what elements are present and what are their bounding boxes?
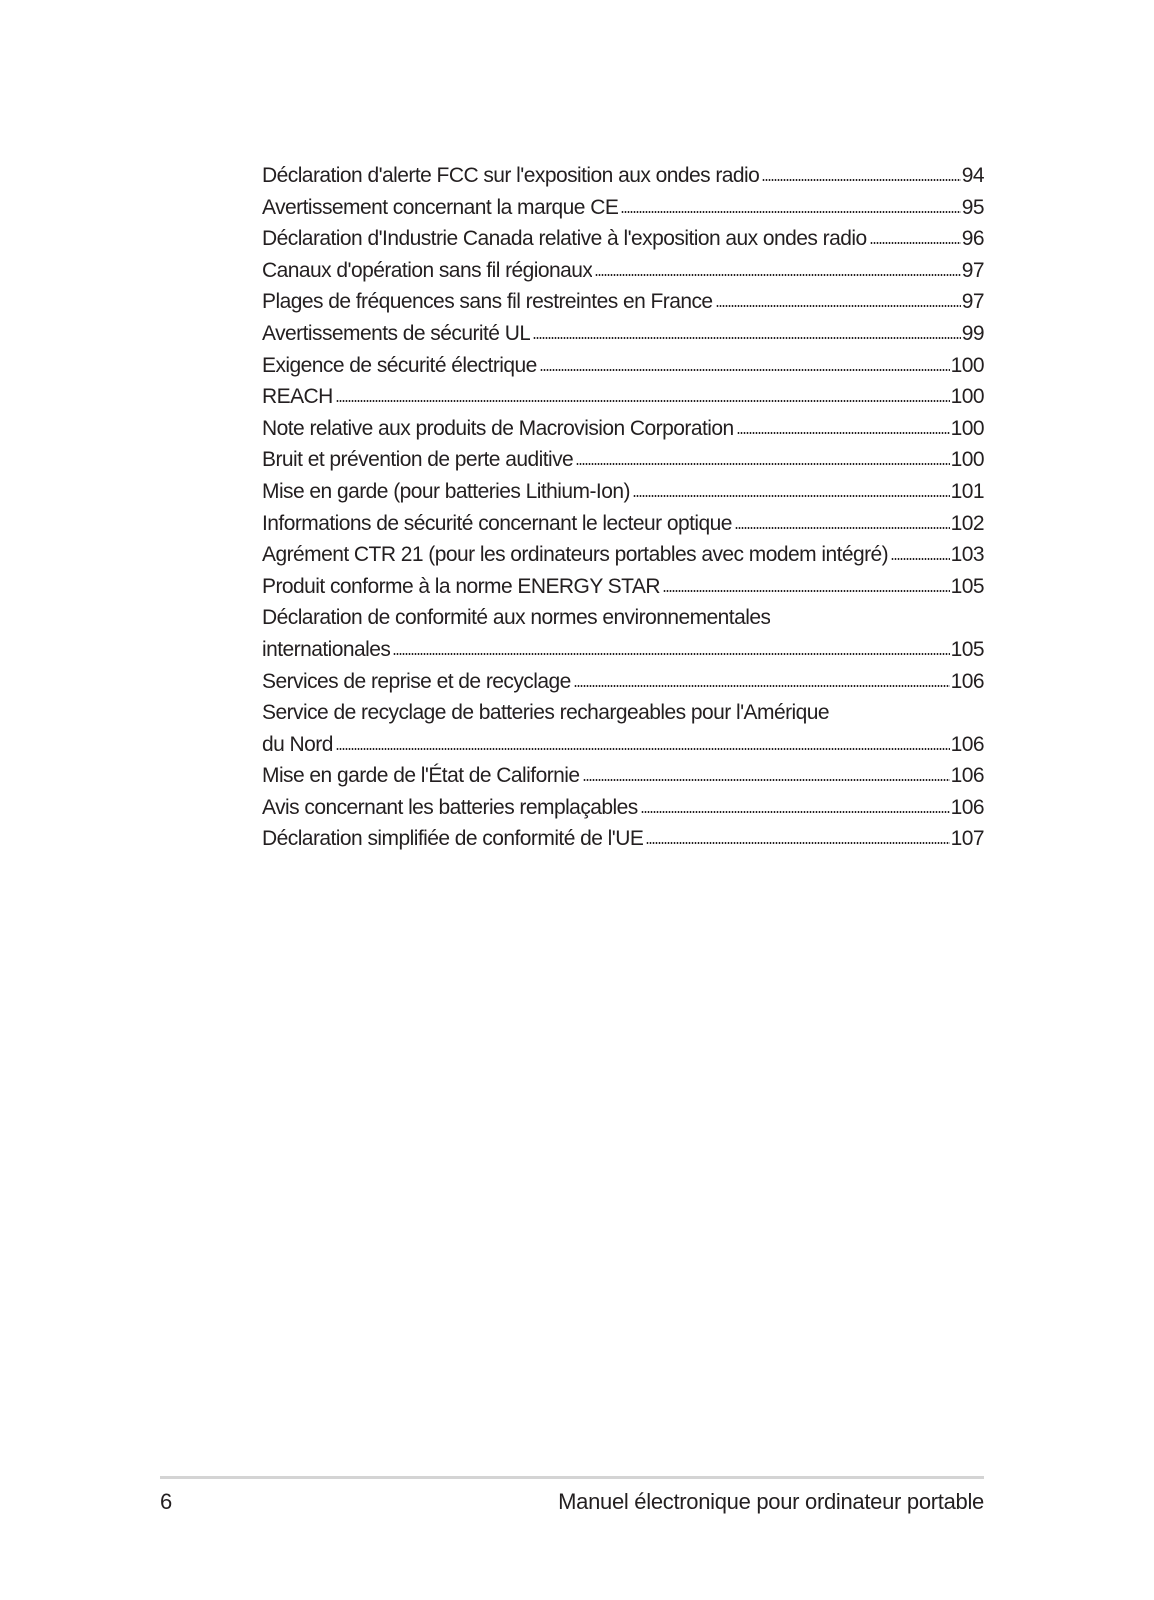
toc-entry-title: Canaux d'opération sans fil régionaux — [262, 258, 593, 282]
toc-entry-title: Avis concernant les batteries remplaçables — [262, 795, 638, 819]
toc-dot-leader — [737, 432, 950, 434]
footer-manual-title: Manuel électronique pour ordinateur portable — [558, 1489, 984, 1514]
toc-entry[interactable] — [262, 350, 984, 382]
toc-dot-leader — [336, 748, 950, 750]
toc-dot-leader — [540, 369, 950, 371]
toc-entry-page: 100 — [950, 448, 984, 472]
toc-entry[interactable] — [262, 223, 984, 255]
toc-entry-page: 100 — [950, 353, 984, 377]
toc-entry-title: Déclaration simplifiée de conformité de l'UE — [262, 827, 644, 851]
toc-entry-page: 100 — [950, 416, 984, 440]
toc-entry-page: 102 — [950, 511, 984, 535]
toc-entry-title: Déclaration d'Industrie Canada relative à l'exposition aux ondes radio — [262, 227, 867, 251]
toc-dot-leader — [583, 779, 950, 781]
toc-entry-title: Informations de sécurité concernant le lecteur optique — [262, 511, 732, 535]
toc-entry-title: Services de reprise et de recyclage — [262, 669, 571, 693]
toc-entry[interactable] — [262, 508, 984, 540]
toc-entry-page: 95 — [961, 195, 984, 219]
toc-entry-page: 97 — [961, 258, 984, 282]
toc-entry[interactable] — [262, 413, 984, 445]
toc-entry-title: Plages de fréquences sans fil restreintes en France — [262, 290, 713, 314]
toc-entry[interactable] — [262, 318, 984, 350]
toc-dot-leader — [621, 211, 960, 213]
toc-entry-page: 105 — [950, 574, 984, 598]
footer-divider — [160, 1476, 984, 1479]
toc-dot-leader — [633, 495, 950, 497]
toc-entry[interactable] — [262, 444, 984, 476]
toc-entry-page: 106 — [950, 795, 984, 819]
toc-entry-title: Avertissement concernant la marque CE — [262, 195, 619, 219]
toc-entry-page: 101 — [950, 479, 984, 503]
toc-entry[interactable] — [262, 381, 984, 413]
toc-entry[interactable] — [262, 634, 984, 666]
toc-entry-title: REACH — [262, 385, 333, 409]
toc-entry-page: 97 — [961, 290, 984, 314]
toc-dot-leader — [595, 274, 960, 276]
toc-entry-page: 96 — [961, 227, 984, 251]
toc-entry[interactable] — [262, 760, 984, 792]
toc-dot-leader — [891, 558, 949, 560]
toc-dot-leader — [336, 400, 950, 402]
toc-entry[interactable] — [262, 539, 984, 571]
toc-entry[interactable] — [262, 192, 984, 224]
toc-entry[interactable] — [262, 729, 984, 761]
toc-entry-title: Avertissements de sécurité UL — [262, 321, 531, 345]
toc-entry-title: Service de recyclage de batteries rechargeables pour l'Amérique — [262, 701, 830, 725]
toc-dot-leader — [870, 242, 961, 244]
toc-entry-page: 107 — [950, 827, 984, 851]
table-of-contents — [262, 160, 984, 855]
toc-dot-leader — [646, 842, 949, 844]
toc-entry-title-continued: du Nord — [262, 732, 333, 756]
toc-entry-title: Déclaration d'alerte FCC sur l'exposition aux ondes radio — [262, 164, 760, 187]
toc-entry-page: 106 — [950, 732, 984, 756]
toc-dot-leader — [576, 463, 949, 465]
toc-dot-leader — [663, 590, 950, 592]
toc-entry-first-line[interactable] — [262, 697, 984, 729]
toc-entry-title: Bruit et prévention de perte auditive — [262, 448, 574, 472]
toc-entry-page: 106 — [950, 764, 984, 788]
toc-dot-leader — [393, 653, 949, 655]
footer-page-number: 6 — [160, 1489, 172, 1514]
toc-entry-page: 103 — [950, 543, 984, 567]
toc-dot-leader — [735, 527, 950, 529]
toc-entry-page: 106 — [950, 669, 984, 693]
toc-dot-leader — [716, 305, 961, 307]
toc-entry[interactable] — [262, 160, 984, 192]
toc-entry[interactable] — [262, 666, 984, 698]
toc-dot-leader — [762, 179, 960, 181]
toc-entry-title: Agrément CTR 21 (pour les ordinateurs portables avec modem intégré) — [262, 543, 889, 567]
toc-entry[interactable] — [262, 286, 984, 318]
toc-entry-first-line[interactable] — [262, 602, 984, 634]
toc-entry-page: 105 — [950, 637, 984, 661]
toc-entry-title: Déclaration de conformité aux normes environnementales — [262, 606, 771, 630]
toc-dot-leader — [641, 811, 950, 813]
toc-entry-title: Exigence de sécurité électrique — [262, 353, 537, 377]
toc-dot-leader — [574, 685, 950, 687]
toc-entry[interactable] — [262, 571, 984, 603]
toc-entry-title-continued: internationales — [262, 637, 391, 661]
toc-entry-title: Mise en garde de l'État de Californie — [262, 764, 580, 788]
toc-entry[interactable] — [262, 823, 984, 855]
toc-entry-page: 100 — [950, 385, 984, 409]
toc-entry[interactable] — [262, 792, 984, 824]
toc-entry-page: 99 — [961, 321, 984, 345]
toc-entry-title: Produit conforme à la norme ENERGY STAR — [262, 574, 660, 598]
toc-entry-page: 94 — [961, 164, 984, 187]
toc-entry[interactable] — [262, 255, 984, 287]
toc-entry[interactable] — [262, 476, 984, 508]
toc-entry-title: Note relative aux produits de Macrovision Corporation — [262, 416, 734, 440]
toc-entry-title: Mise en garde (pour batteries Lithium-Ion) — [262, 479, 630, 503]
toc-dot-leader — [533, 337, 960, 339]
